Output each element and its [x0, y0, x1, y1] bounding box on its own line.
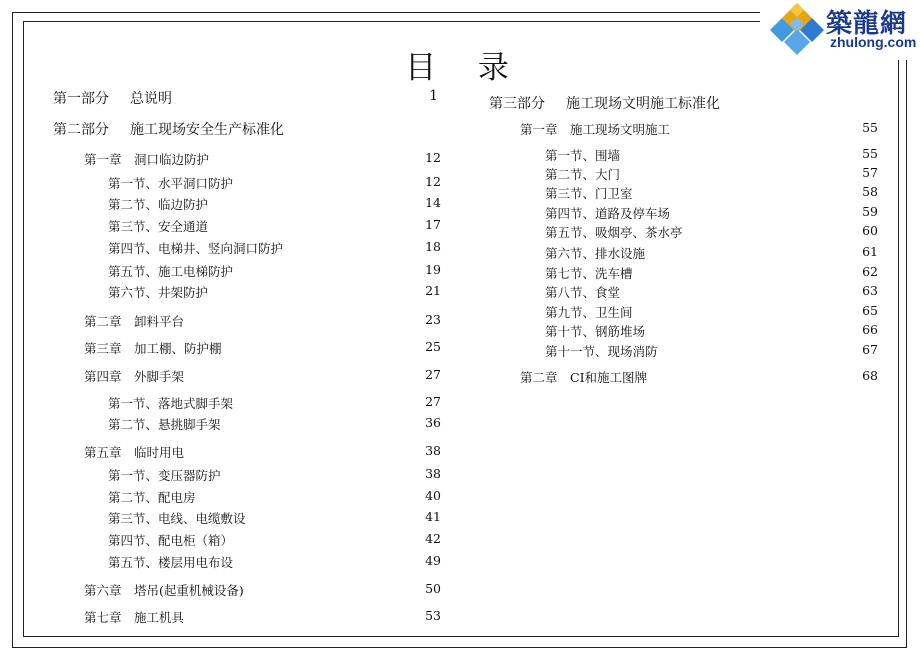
- toc-chapter[interactable]: [84, 150, 441, 168]
- page-number: 25: [425, 339, 441, 354]
- chapter-title: 施工机具: [134, 610, 185, 625]
- page-number: 1: [429, 88, 438, 104]
- page-number: 59: [862, 204, 878, 219]
- chapter-title: 外脚手架: [134, 369, 185, 384]
- page-number: 42: [425, 531, 441, 546]
- page-number: 58: [862, 184, 878, 199]
- chapter-title: 洞口临边防护: [134, 152, 210, 167]
- chapter-number: 第三章: [84, 341, 122, 356]
- section-title: 第一节、落地式脚手架: [108, 396, 234, 411]
- page-number: 19: [425, 262, 441, 277]
- part-number: 第三部分: [489, 96, 545, 112]
- section-title: 第二节、临边防护: [108, 197, 209, 212]
- toc-section[interactable]: [545, 184, 878, 202]
- page-number: 66: [862, 322, 878, 337]
- section-title: 第九节、卫生间: [545, 305, 633, 320]
- page-number: 12: [425, 150, 441, 165]
- page-number: 12: [425, 174, 441, 189]
- page-number: 68: [862, 368, 878, 383]
- toc-part-1[interactable]: [53, 88, 438, 108]
- page-number: 17: [425, 217, 441, 232]
- toc-section[interactable]: [108, 283, 441, 301]
- section-title: 第三节、门卫室: [545, 186, 633, 201]
- page-number: 67: [862, 342, 878, 357]
- chapter-number: 第二章: [84, 314, 122, 329]
- toc-chapter[interactable]: [84, 581, 441, 599]
- toc-section[interactable]: [108, 174, 441, 192]
- section-title: 第三节、安全通道: [108, 219, 209, 234]
- chapter-title: CI和施工图牌: [570, 370, 648, 385]
- section-title: 第六节、排水设施: [545, 246, 646, 261]
- page-number: 60: [862, 223, 878, 238]
- toc-section[interactable]: [108, 509, 441, 527]
- section-title: 第一节、变压器防护: [108, 468, 221, 483]
- part-title: 总说明: [130, 91, 172, 107]
- section-title: 第四节、电梯井、竖向洞口防护: [108, 241, 284, 256]
- chapter-number: 第六章: [84, 583, 122, 598]
- toc-section[interactable]: [108, 466, 441, 484]
- section-title: 第二节、悬挑脚手架: [108, 417, 221, 432]
- part-number: 第一部分: [53, 91, 109, 107]
- toc-chapter[interactable]: [520, 120, 878, 138]
- page-title: 目 录: [405, 50, 525, 86]
- toc-section[interactable]: [108, 531, 441, 549]
- section-title: 第一节、水平洞口防护: [108, 176, 234, 191]
- chapter-number: 第七章: [84, 610, 122, 625]
- chapter-number: 第四章: [84, 369, 122, 384]
- page-number: 18: [425, 239, 441, 254]
- section-title: 第十一节、现场消防: [545, 344, 658, 359]
- toc-section[interactable]: [108, 553, 441, 571]
- page-number: 40: [425, 488, 441, 503]
- chapter-number: 第五章: [84, 445, 122, 460]
- toc-section[interactable]: [108, 239, 441, 257]
- section-title: 第五节、吸烟亭、茶水亭: [545, 225, 683, 240]
- part-title: 施工现场安全生产标准化: [130, 122, 284, 138]
- toc-section[interactable]: [545, 204, 878, 222]
- page-number: 57: [862, 165, 878, 180]
- page-number: 65: [862, 303, 878, 318]
- page-number: 23: [425, 312, 441, 327]
- page-number: 62: [862, 264, 878, 279]
- logo-english-text: zhulong.com: [830, 34, 917, 50]
- section-title: 第八节、食堂: [545, 285, 621, 300]
- section-title: 第五节、楼层用电布设: [108, 555, 234, 570]
- toc-chapter[interactable]: [84, 608, 441, 626]
- page-number: 21: [425, 283, 441, 298]
- page-number: 14: [425, 195, 441, 210]
- chapter-title: 施工现场文明施工: [570, 122, 671, 137]
- page-number: 27: [425, 367, 441, 382]
- page-number: 63: [862, 283, 878, 298]
- toc-section[interactable]: [108, 195, 441, 213]
- toc-chapter[interactable]: [84, 339, 441, 357]
- toc-section[interactable]: [108, 394, 441, 412]
- page-number: 61: [862, 244, 878, 259]
- section-title: 第七节、洗车槽: [545, 266, 633, 281]
- page-number: 38: [425, 466, 441, 481]
- toc-section[interactable]: [108, 217, 441, 235]
- section-title: 第四节、配电柜（箱）: [108, 533, 234, 548]
- section-title: 第十节、钢筋堆场: [545, 324, 646, 339]
- section-title: 第二节、大门: [545, 167, 621, 182]
- section-title: 第六节、井架防护: [108, 285, 209, 300]
- part-number: 第二部分: [53, 122, 109, 138]
- toc-part-3[interactable]: [489, 93, 879, 113]
- toc-section[interactable]: [545, 303, 878, 321]
- chapter-number: 第二章: [520, 370, 558, 385]
- part-title: 施工现场文明施工标准化: [566, 96, 720, 112]
- chapter-number: 第一章: [520, 122, 558, 137]
- toc-part-2[interactable]: [53, 119, 438, 139]
- chapter-title: 塔吊(起重机械设备): [134, 583, 244, 598]
- toc-section[interactable]: [545, 342, 878, 360]
- section-title: 第四节、道路及停车场: [545, 206, 671, 221]
- toc-chapter[interactable]: [84, 312, 441, 330]
- section-title: 第三节、电线、电缆敷设: [108, 511, 246, 526]
- toc-section[interactable]: [545, 264, 878, 282]
- chapter-title: 临时用电: [134, 445, 185, 460]
- section-title: 第五节、施工电梯防护: [108, 264, 234, 279]
- page-number: 55: [862, 146, 878, 161]
- page-number: 50: [425, 581, 441, 596]
- toc-section[interactable]: [545, 322, 878, 340]
- toc-chapter[interactable]: [84, 367, 441, 385]
- section-title: 第二节、配电房: [108, 490, 196, 505]
- section-title: 第一节、围墙: [545, 148, 621, 163]
- chapter-title: 加工棚、防护棚: [134, 341, 222, 356]
- toc-section[interactable]: [545, 283, 878, 301]
- page-number: 36: [425, 415, 441, 430]
- page-number: 49: [425, 553, 441, 568]
- toc-section[interactable]: [108, 488, 441, 506]
- page-number: 55: [862, 120, 878, 135]
- toc-section[interactable]: [545, 165, 878, 183]
- toc-section[interactable]: [545, 244, 878, 262]
- page-number: 53: [425, 608, 441, 623]
- toc-section[interactable]: [545, 223, 878, 241]
- page-number: 27: [425, 394, 441, 409]
- page-number: 41: [425, 509, 441, 524]
- logo-chinese-text: 築龍網: [826, 9, 908, 39]
- chapter-number: 第一章: [84, 152, 122, 167]
- toc-chapter[interactable]: [84, 443, 441, 461]
- toc-section[interactable]: [108, 262, 441, 280]
- toc-section[interactable]: [545, 146, 878, 164]
- toc-section[interactable]: [108, 415, 441, 433]
- page-number: 38: [425, 443, 441, 458]
- toc-chapter[interactable]: [520, 368, 878, 386]
- chapter-title: 卸料平台: [134, 314, 185, 329]
